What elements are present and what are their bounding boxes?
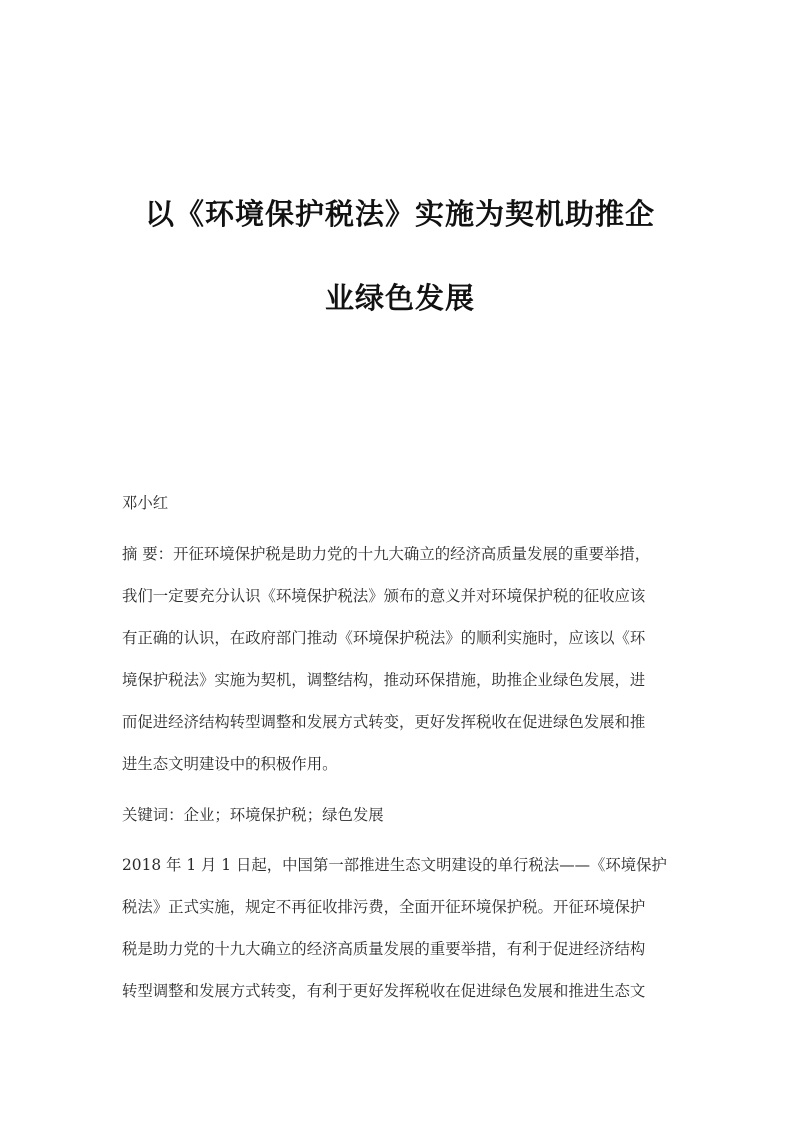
abstract-line: 境保护税法》实施为契机，调整结构，推动环保措施，助推企业绿色发展，进 [122,671,646,689]
document-title-line-1: 以《环境保护税法》实施为契机助推企 [144,197,655,231]
abstract-line: 而促进经济结构转型调整和发展方式转变，更好发挥税收在促进绿色发展和推 [122,713,646,731]
abstract-line: 摘 要：开征环境保护税是助力党的十九大确立的经济高质量发展的重要举措， [122,545,651,563]
body-paragraph-line: 税是助力党的十九大确立的经济高质量发展的重要举措，有利于促进经济结构 [122,940,646,958]
abstract-line: 进生态文明建设中的积极作用。 [122,755,338,773]
author-name: 邓小红 [122,494,169,512]
document-title-line-2: 业绿色发展 [324,281,475,315]
abstract-line: 有正确的认识，在政府部门推动《环境保护税法》的顺利实施时，应该以《环 [122,629,646,647]
body-paragraph-line: 2018 年 1 月 1 日起，中国第一部推进生态文明建设的单行税法——《环境保护 [122,856,667,874]
body-paragraph-line: 转型调整和发展方式转变，有利于更好发挥税收在促进绿色发展和推进生态文 [122,982,646,1000]
body-paragraph-line: 税法》正式实施，规定不再征收排污费，全面开征环境保护税。开征环境保护 [122,898,646,916]
abstract-line: 我们一定要充分认识《环境保护税法》颁布的意义并对环境保护税的征收应该 [122,587,646,605]
keywords-line: 关键词：企业；环境保护税；绿色发展 [122,806,384,824]
